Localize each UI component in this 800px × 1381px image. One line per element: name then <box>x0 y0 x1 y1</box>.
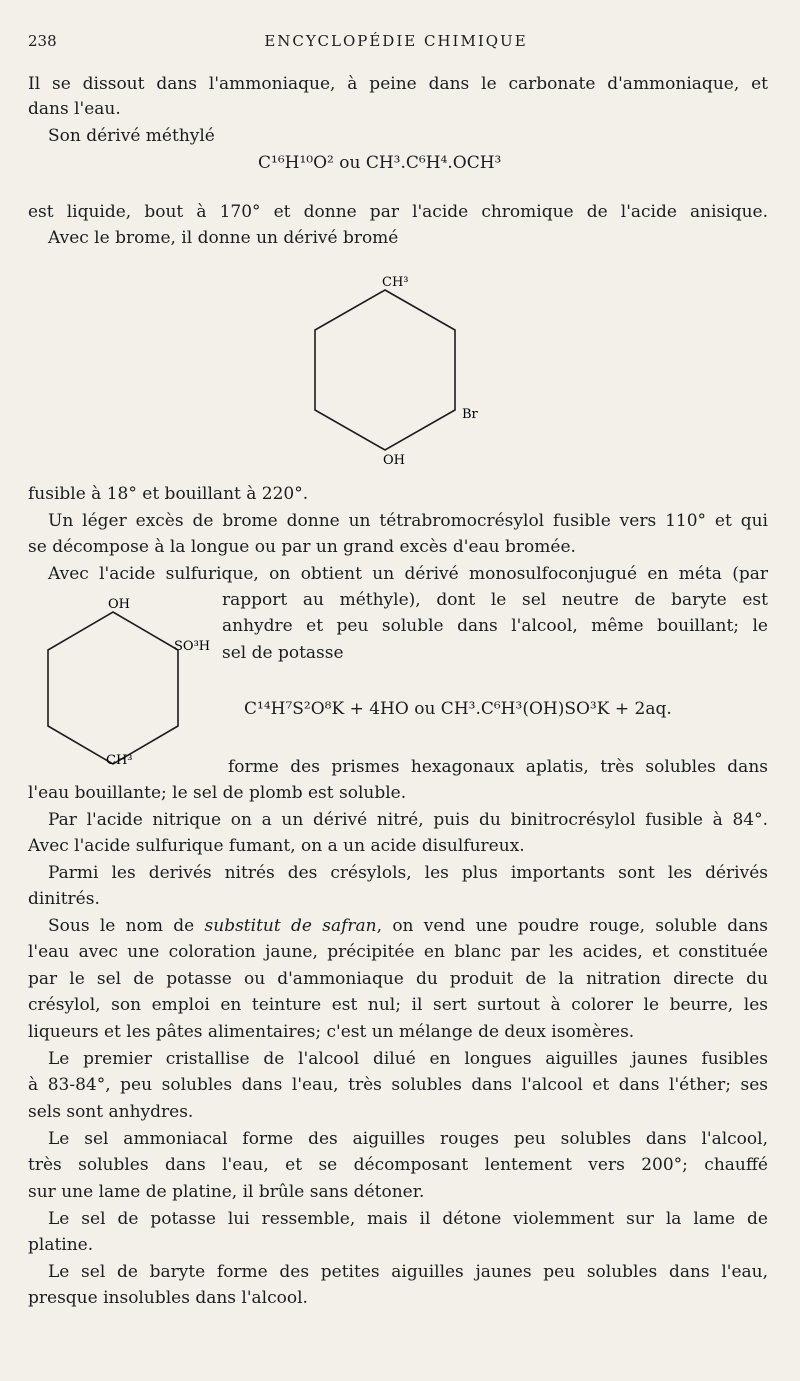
line: Par l'acide nitrique on a un dérivé nitré, puis du binitrocrésylol fusible à 84°. <box>48 810 768 830</box>
formula: C¹⁴H⁷S²O⁸K + 4HO ou CH³.C⁶H³(OH)SO³K + 2aq. <box>244 699 672 719</box>
emphasis-text: substitut de safran <box>204 916 377 936</box>
line <box>28 914 768 938</box>
substituent-bottom-label: OH <box>383 453 405 468</box>
line: Un léger excès de brome donne un tétrabromocrésylol fusible vers 110° et qui <box>48 511 768 531</box>
line: Le sel ammoniacal forme des aiguilles rouges peu solubles dans l'alcool, <box>48 1129 768 1149</box>
text-span: Sous le nom de <box>48 916 205 936</box>
line: par le sel de potasse ou d'ammoniaque du produit de la nitration directe du <box>28 969 768 989</box>
line: est liquide, bout à 170° et donne par l'acide chromique de l'acide anisique. <box>28 202 768 222</box>
substituent-bottom-label: CH³ <box>106 753 133 768</box>
line: Son dérivé méthylé <box>48 126 215 146</box>
formula: C¹⁶H¹⁰O² ou CH³.C⁶H⁴.OCH³ <box>258 153 502 173</box>
line: Le sel de baryte forme des petites aiguilles jaunes peu solubles dans l'eau, <box>48 1262 768 1282</box>
line: sur une lame de platine, il brûle sans détoner. <box>28 1182 425 1202</box>
line: fusible à 18° et bouillant à 220°. <box>28 484 309 504</box>
line: dans l'eau. <box>28 99 121 119</box>
line: crésylol, son emploi en teinture est nul; il sert surtout à colorer le beurre, les <box>28 995 768 1015</box>
substituent-top-label: OH <box>108 597 130 612</box>
running-header <box>28 32 764 56</box>
line: Le sel de potasse lui ressemble, mais il détone violemment sur la lame de <box>48 1209 768 1229</box>
line: platine. <box>28 1235 94 1255</box>
substituent-top-label: CH³ <box>382 275 409 290</box>
line: presque insolubles dans l'alcool. <box>28 1288 308 1308</box>
substituent-right-label: SO³H <box>174 639 211 654</box>
line: forme des prismes hexagonaux aplatis, très solubles dans <box>228 757 768 777</box>
page-number: 238 <box>28 32 57 50</box>
line: anhydre et peu soluble dans l'alcool, même bouillant; le <box>222 616 768 636</box>
line: l'eau bouillante; le sel de plomb est soluble. <box>28 783 407 803</box>
line: Parmi les derivés nitrés des crésylols, les plus importants sont les dérivés <box>48 863 768 883</box>
line: dinitrés. <box>28 889 100 909</box>
line: sels sont anhydres. <box>28 1102 194 1122</box>
text-span: , on vend une poudre rouge, soluble dans <box>376 916 768 936</box>
line: Avec l'acide sulfurique fumant, on a un acide disulfureux. <box>28 836 525 856</box>
benzene-ring-diagram-2 <box>28 594 218 774</box>
line: Avec l'acide sulfurique, on obtient un dérivé monosulfoconjugué en méta (par <box>48 564 768 584</box>
benzene-ring-diagram-1 <box>300 268 500 468</box>
line: très solubles dans l'eau, et se décomposant lentement vers 200°; chauffé <box>28 1155 768 1175</box>
line: l'eau avec une coloration jaune, précipitée en blanc par les acides, et constituée <box>28 942 768 962</box>
line: Avec le brome, il donne un dérivé bromé <box>48 228 399 248</box>
line: à 83-84°, peu solubles dans l'eau, très solubles dans l'alcool et dans l'éther; ses <box>28 1075 768 1095</box>
line: se décompose à la longue ou par un grand excès d'eau bromée. <box>28 537 576 557</box>
line: liqueurs et les pâtes alimentaires; c'est un mélange de deux isomères. <box>28 1022 635 1042</box>
line: rapport au méthyle), dont le sel neutre de baryte est <box>222 590 768 610</box>
line: Le premier cristallise de l'alcool dilué en longues aiguilles jaunes fusibles <box>48 1049 768 1069</box>
running-title: ENCYCLOPÉDIE CHIMIQUE <box>264 32 528 50</box>
line: sel de potasse <box>222 643 344 663</box>
substituent-right-label: Br <box>462 407 478 422</box>
line: Il se dissout dans l'ammoniaque, à peine dans le carbonate d'ammoniaque, et <box>28 74 768 94</box>
